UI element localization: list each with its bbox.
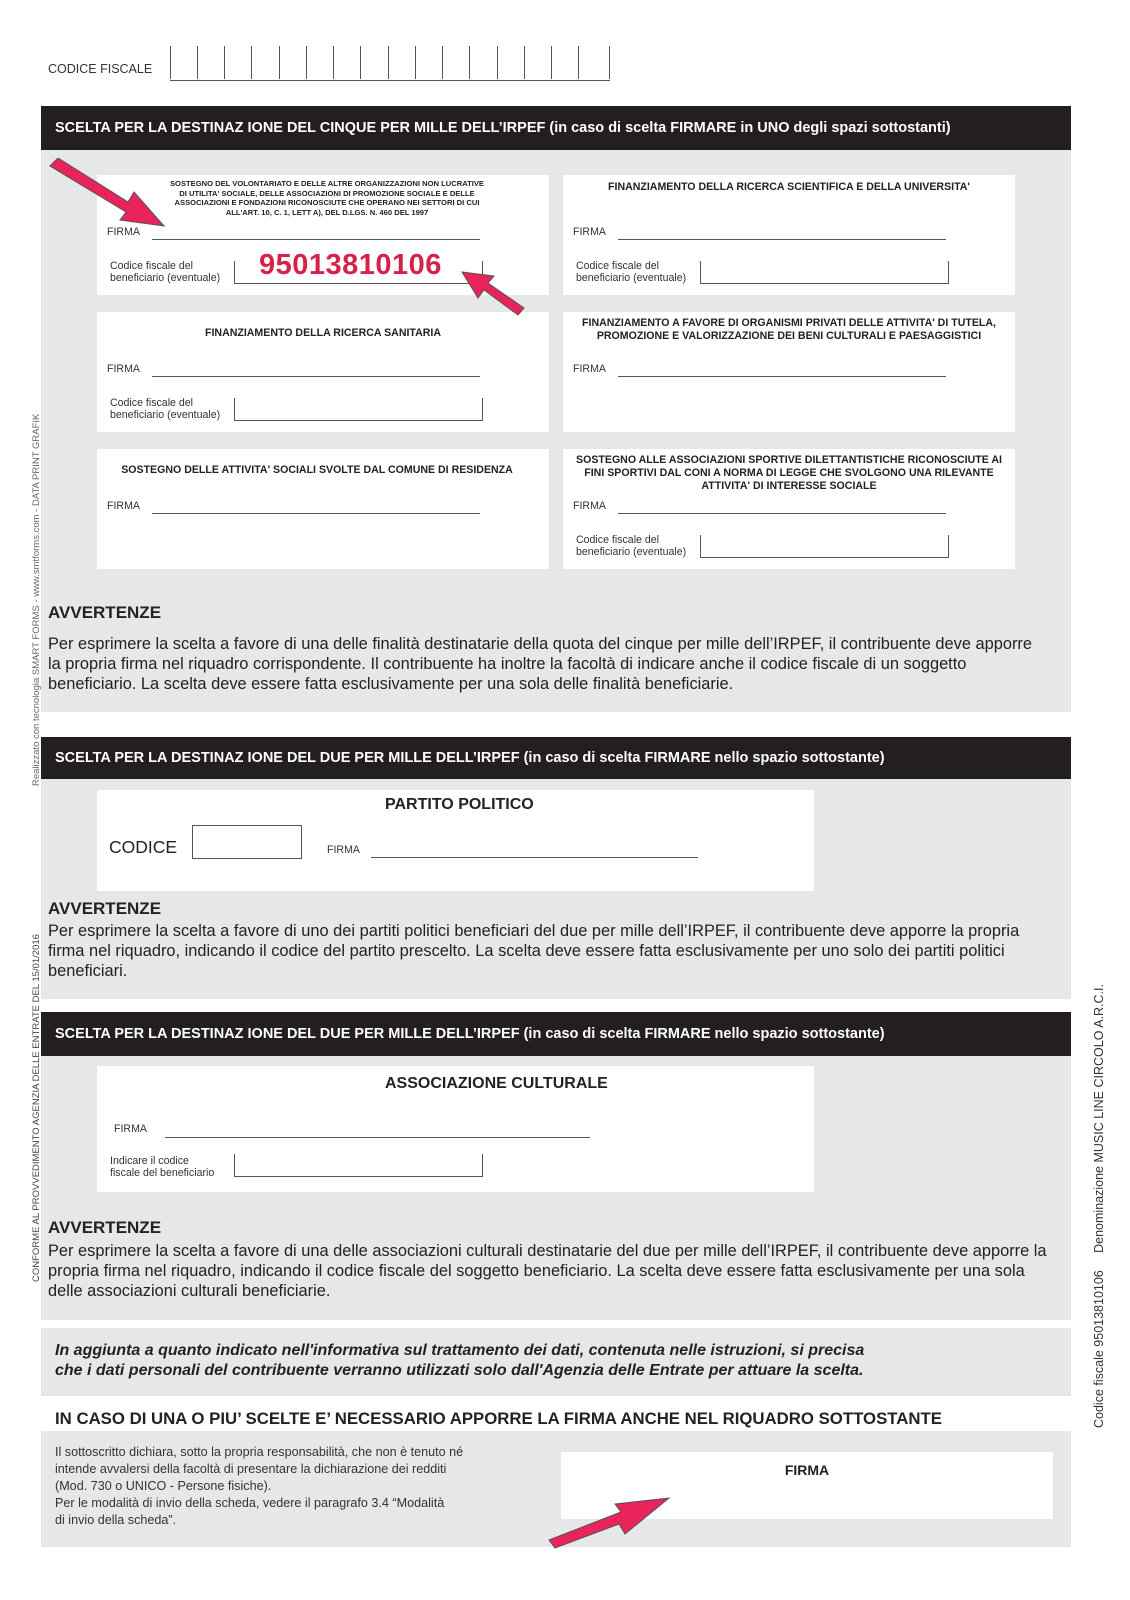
associazione-avvertenze-text: Per esprimere la scelta a favore di una delle associazioni culturali destinatarie del due per mille dell’IRPEF, il contribuente deve apporre la propria firma nel riquadro, indicando il codice fiscale del soggetto beneficiario. La scelta deve essere fatta esclusivamente per una sola delle associazioni culturali beneficiarie. (48, 1242, 1047, 1300)
privacy-note-line2: che i dati personali del contribuente verranno utilizzati solo dall'Agenzia delle Entrate per attuare la scelta. (55, 1362, 864, 1379)
ricerca-sanitaria-cf-input[interactable] (234, 398, 483, 421)
ricerca-scientifica-cf-input[interactable] (700, 261, 949, 284)
beneficiary-code: 95013810106 (259, 249, 442, 281)
beni-culturali-title: FINANZIAMENTO A FAVORE DI ORGANISMI PRIVATI DELLE ATTIVITA' DI TUTELA, PROMOZIONE E VALORIZZAZIONE DEI BENI CULTURALI E PAESAGGISTICI (582, 317, 996, 342)
partito-firma-label: FIRMA (327, 844, 360, 856)
volontariato-firma-label: FIRMA (107, 226, 140, 238)
comune-title: SOSTEGNO DELLE ATTIVITA' SOCIALI SVOLTE DAL COMUNE DI RESIDENZA (121, 464, 513, 476)
sportive-cf-input[interactable] (700, 535, 949, 558)
codice-fiscale-label: CODICE FISCALE (48, 62, 153, 76)
sportive-firma-line[interactable] (618, 513, 946, 514)
associazione-header: SCELTA PER LA DESTINAZ IONE DEL DUE PER MILLE DELL’IRPEF (in caso di scelta FIRMARE nello spazio sottostante) (41, 1012, 1071, 1056)
partito-avvertenze-text: Per esprimere la scelta a favore di uno dei partiti politici beneficiari del due per mille dell’IRPEF, il contribuente deve apporre la propria firma nel riquadro, indicando il codice del partito prescelto. La scelta deve essere fatta esclusivamente per uno solo dei partiti politici beneficiari. (48, 922, 1020, 980)
associazione-avvertenze-title: AVVERTENZE (48, 1218, 162, 1237)
associazione-box (97, 1066, 814, 1192)
side-left-bottom-text: CONFORME AL PROVVEDIMENTO AGENZIA DELLE ENTRATE DEL 15/01/2016 (31, 934, 42, 1282)
ricerca-sanitaria-firma-line[interactable] (152, 376, 480, 377)
partito-box (97, 790, 814, 891)
partito-header: SCELTA PER LA DESTINAZ IONE DEL DUE PER MILLE DELL’IRPEF (in caso di scelta FIRMARE nello spazio sottostante) (41, 737, 1071, 779)
beni-culturali-box (563, 312, 1015, 432)
associazione-title: ASSOCIAZIONE CULTURALE (385, 1075, 608, 1092)
partito-avvertenze-title: AVVERTENZE (48, 899, 162, 918)
partito-title: PARTITO POLITICO (385, 796, 534, 813)
arrow-pointer-icon (460, 268, 528, 316)
sportive-cf-label: Codice fiscale del beneficiario (eventuale) (576, 534, 687, 558)
sportive-title: SOSTEGNO ALLE ASSOCIAZIONI SPORTIVE DILETTANTISTICHE RICONOSCIUTE AI FINI SPORTIVI DAL CONI A NORMA DI LEGGE CHE SVOLGONO UNA RILEVANTE ATTIVITA' DI INTERESSE SOCIALE (576, 454, 1002, 492)
arrow-pointer-icon (545, 1494, 675, 1550)
sportive-firma-label: FIRMA (573, 500, 606, 512)
comune-firma-line[interactable] (152, 513, 480, 514)
privacy-note-line1: In aggiunta a quanto indicato nell'informativa sul trattamento dei dati, contenuta nelle istruzioni, si precisa (55, 1342, 865, 1359)
final-firma-label: FIRMA (784, 1462, 830, 1478)
ricerca-sanitaria-box (97, 312, 549, 432)
cinque-per-mille-header: SCELTA PER LA DESTINAZ IONE DEL CINQUE PER MILLE DELL’IRPEF (in caso di scelta FIRMARE in UNO degli spazi sottostanti) (41, 106, 1071, 150)
volontariato-title: SOSTEGNO DEL VOLONTARIATO E DELLE ALTRE ORGANIZZAZIONI NON LUCRATIVE DI UTILITA' SOCIALE, DELLE ASSOCIAZIONI DI PROMOZIONE SOCIALE E DELLE ASSOCIAZIONI E FONDAZIONI RICONOSCIUTE CHE OPERANO NEI SETTORI DI CUI ALL'ART. 10, C. 1, LETT A), DEL D.LGS. N. 460 DEL 1997 (169, 179, 484, 217)
partito-firma-line[interactable] (371, 857, 698, 858)
side-right-text: Codice fiscale 95013810106 Denominazione MUSIC LINE CIRCOLO A.R.C.I. (1092, 984, 1106, 1428)
beni-culturali-firma-label: FIRMA (573, 363, 606, 375)
volontariato-cf-label: Codice fiscale del beneficiario (eventuale) (110, 260, 221, 284)
partito-codice-input[interactable] (192, 825, 302, 859)
associazione-cf-input[interactable] (234, 1154, 483, 1177)
associazione-firma-line[interactable] (165, 1137, 590, 1138)
volontariato-firma-line[interactable] (152, 239, 480, 240)
declaration-text: Il sottoscritto dichiara, sotto la propria responsabilità, che non è tenuto né intende avvalersi della facoltà di presentare la dichiarazione dei redditi (Mod. 730 o UNICO - Persone fisiche). Per le modalità di invio della scheda, vedere il paragrafo 3.4 “Modalità di invio della scheda”. (55, 1445, 464, 1527)
side-left-top-text: Realizzato con tecnologia SMART FORMS - www.smtforms.com - DATA PRINT GRAFIK (31, 413, 42, 786)
comune-box (97, 449, 549, 569)
codice-fiscale-cells[interactable] (170, 46, 610, 81)
sportive-box (563, 449, 1015, 569)
associazione-firma-label: FIRMA (114, 1123, 147, 1135)
partito-codice-label: CODICE (109, 837, 178, 857)
arrow-pointer-icon (48, 158, 168, 230)
beni-culturali-firma-line[interactable] (618, 376, 946, 377)
ricerca-scientifica-firma-line[interactable] (618, 239, 946, 240)
comune-firma-label: FIRMA (107, 500, 140, 512)
avvertenze-text: Per esprimere la scelta a favore di una delle finalità destinatarie della quota del cinque per mille dell’IRPEF, il contribuente deve apporre la propria firma nel riquadro corrispondente. Il contribuente ha inoltre la facoltà di indicare anche il codice fiscale di un soggetto beneficiario. La scelta deve essere fatta esclusivamente per una sola delle finalità beneficiarie. (48, 635, 1032, 693)
ricerca-scientifica-cf-label: Codice fiscale del beneficiario (eventuale) (576, 260, 687, 284)
ricerca-scientifica-box (563, 175, 1015, 295)
ricerca-sanitaria-cf-label: Codice fiscale del beneficiario (eventuale) (110, 397, 221, 421)
ricerca-scientifica-title: FINANZIAMENTO DELLA RICERCA SCIENTIFICA E DELLA UNIVERSITA' (608, 181, 970, 193)
ricerca-sanitaria-title: FINANZIAMENTO DELLA RICERCA SANITARIA (205, 327, 441, 339)
avvertenze-title: AVVERTENZE (48, 603, 162, 622)
ricerca-scientifica-firma-label: FIRMA (573, 226, 606, 238)
associazione-cf-label: Indicare il codice fiscale del beneficiario (110, 1155, 215, 1179)
ricerca-sanitaria-firma-label: FIRMA (107, 363, 140, 375)
final-heading: IN CASO DI UNA O PIU’ SCELTE E’ NECESSARIO APPORRE LA FIRMA ANCHE NEL RIQUADRO SOTTOSTANTE (55, 1409, 942, 1428)
privacy-note (55, 1341, 864, 1381)
